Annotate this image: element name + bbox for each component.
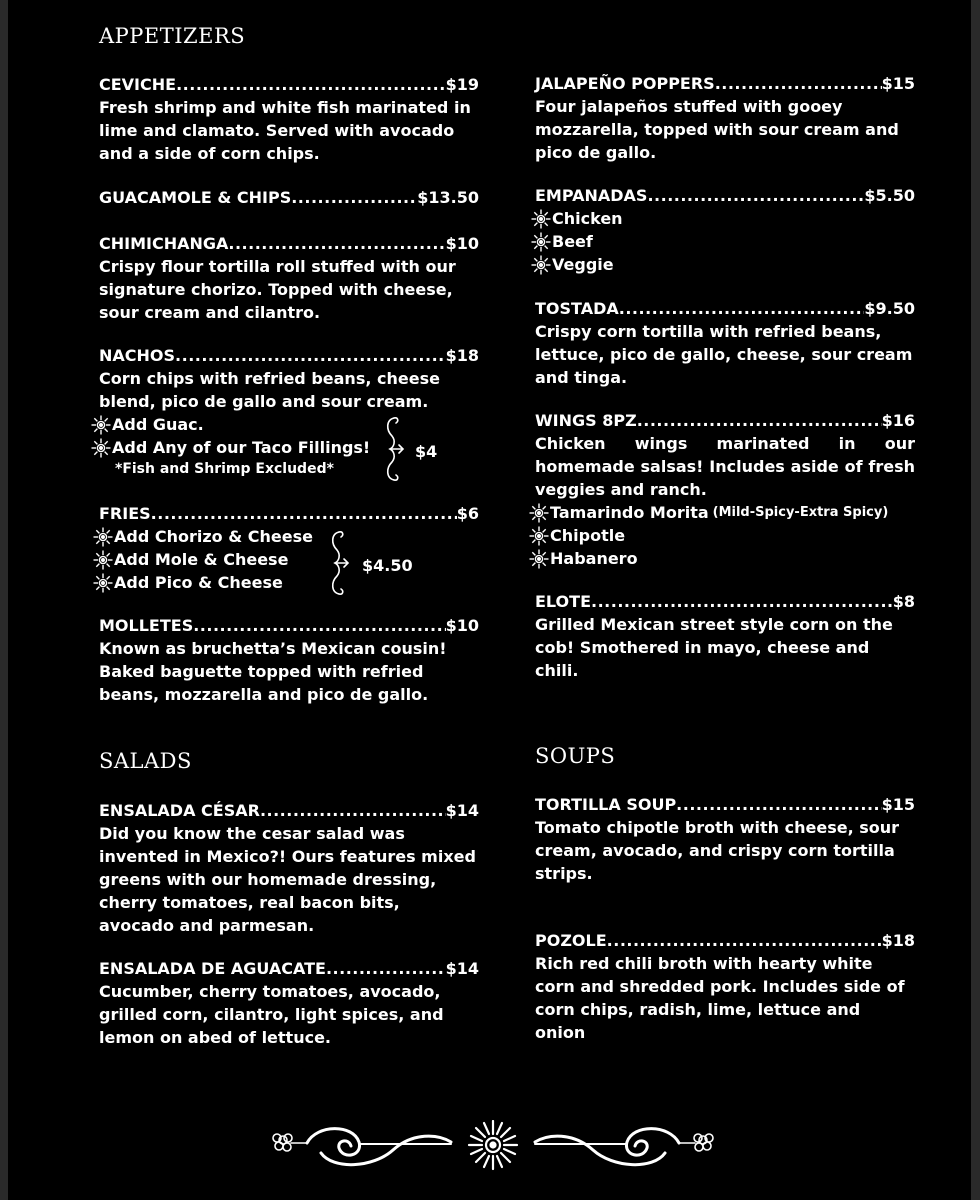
sun-icon: [93, 573, 113, 593]
item-name: CEVICHE: [99, 75, 177, 94]
section-title-salads: SALADS: [99, 749, 192, 773]
item-price: $19: [445, 75, 479, 94]
option-row: [531, 230, 915, 253]
item-price: $10: [445, 616, 479, 635]
item-price: $10: [445, 234, 479, 253]
dot-leader: [228, 232, 445, 255]
item-name: ELOTE: [535, 592, 591, 611]
item-name: FRIES: [99, 504, 151, 523]
item-price: $15: [881, 74, 915, 93]
sun-icon: [529, 526, 549, 546]
menu-item-pozole: [535, 929, 915, 1044]
spice-level-note: (Mild-Spicy-Extra Spicy): [712, 505, 889, 520]
item-name: WINGS 8PZ: [535, 411, 637, 430]
item-name: GUACAMOLE & CHIPS: [99, 188, 292, 207]
option-row: [529, 501, 915, 524]
sun-icon: [93, 527, 113, 547]
item-price: $14: [445, 959, 479, 978]
dot-leader: [175, 344, 446, 367]
option-label: Veggie: [552, 255, 614, 274]
dot-leader: [676, 793, 881, 816]
item-description: Tomato chipotle broth with cheese, sour cream, avocado, and crispy corn tortilla strips.: [535, 818, 900, 883]
section-title-soups: SOUPS: [535, 744, 616, 768]
menu-item-jalapeno-poppers: [535, 72, 915, 164]
option-row: [529, 547, 915, 570]
item-description: Grilled Mexican street style corn on the cob! Smothered in mayo, cheese and chili.: [535, 615, 893, 680]
section-title-appetizers: APPETIZERS: [99, 24, 246, 48]
item-name: POZOLE: [535, 931, 607, 950]
option-label: Chipotle: [550, 526, 626, 545]
item-name: ENSALADA CÉSAR: [99, 801, 260, 820]
option-row: [91, 413, 479, 436]
item-name: EMPANADAS: [535, 186, 648, 205]
item-price: $6: [456, 504, 479, 523]
item-name: TORTILLA SOUP: [535, 795, 677, 814]
sun-icon: [91, 415, 111, 435]
option-label: Tamarindo Morita: [550, 503, 709, 522]
sun-icon: [531, 255, 551, 275]
option-label: Add Mole & Cheese: [114, 550, 289, 569]
item-price: $15: [881, 795, 915, 814]
menu-item-ensalada-cesar: [99, 799, 479, 937]
menu-page: [8, 0, 971, 1200]
option-label: Add Guac.: [112, 415, 204, 434]
option-row: [93, 571, 479, 594]
item-description: Crispy corn tortilla with refried beans, lettuce, pico de gallo, cheese, sour cream and tinga.: [535, 322, 913, 387]
menu-item-nachos: [99, 344, 479, 479]
dot-leader: [607, 929, 882, 952]
option-row: [93, 548, 479, 571]
menu-item-ceviche: [99, 73, 479, 165]
curly-brace-icon: [325, 528, 365, 598]
sun-icon: [91, 438, 111, 458]
item-description: Known as bruchetta’s Mexican cousin! Baked baguette topped with refried beans, mozzarella and pico de gallo.: [99, 639, 447, 704]
option-row: [93, 525, 479, 548]
item-name: MOLLETES: [99, 616, 194, 635]
sun-icon: [93, 550, 113, 570]
sun-icon: [531, 209, 551, 229]
menu-item-ensalada-aguacate: [99, 957, 479, 1049]
option-label: Add Chorizo & Cheese: [114, 527, 313, 546]
item-price: $18: [445, 346, 479, 365]
item-price: $13.50: [417, 188, 479, 207]
item-name: JALAPEÑO POPPERS: [535, 74, 715, 93]
item-description: Crispy flour tortilla roll stuffed with our signature chorizo. Topped with cheese, sour cream and cilantro.: [99, 257, 456, 322]
option-label: Add Any of our Taco Fillings!: [112, 438, 371, 457]
dot-leader: [326, 957, 446, 980]
option-label: Habanero: [550, 549, 638, 568]
menu-item-wings: [535, 409, 915, 570]
item-description: Cucumber, cherry tomatoes, avocado, grilled corn, cilantro, light spices, and lemon on abed of lettuce.: [99, 982, 444, 1047]
exclusion-note: *Fish and Shrimp Excluded*: [115, 461, 334, 477]
sun-icon: [529, 549, 549, 569]
dot-leader: [176, 73, 446, 96]
sun-icon: [529, 503, 549, 523]
dot-leader: [260, 799, 446, 822]
item-description: Did you know the cesar salad was invented in Mexico?! Ours features mixed greens with our homemade dressing, cherry tomatoes, real bacon bits, avocado and parmesan.: [99, 824, 476, 935]
option-label: Chicken: [552, 209, 623, 228]
item-description: Chicken wings marinated in our homemade salsas! Includes aside of fresh veggies and ranch.: [535, 434, 915, 499]
menu-item-guacamole: [99, 186, 479, 209]
menu-item-empanadas: [535, 184, 915, 276]
item-price: $16: [881, 411, 915, 430]
dot-leader: [291, 186, 417, 209]
item-name: TOSTADA: [535, 299, 619, 318]
item-price: $5.50: [864, 186, 915, 205]
item-name: NACHOS: [99, 346, 176, 365]
menu-item-elote: [535, 590, 915, 682]
option-row: [531, 207, 915, 230]
dot-leader: [647, 184, 864, 207]
menu-item-chimichanga: [99, 232, 479, 324]
dot-leader: [591, 590, 893, 613]
dot-leader: [637, 409, 882, 432]
option-label: Beef: [552, 232, 593, 251]
dot-leader: [151, 502, 457, 525]
item-price: $18: [881, 931, 915, 950]
item-price: $8: [892, 592, 915, 611]
item-price: $9.50: [864, 299, 915, 318]
addon-price: $4: [415, 442, 438, 461]
dot-leader: [715, 72, 882, 95]
menu-item-fries: [99, 502, 479, 594]
dot-leader: [193, 614, 445, 637]
item-name: CHIMICHANGA: [99, 234, 229, 253]
menu-item-tostada: [535, 297, 915, 389]
option-row: [531, 253, 915, 276]
menu-item-tortilla-soup: [535, 793, 915, 885]
item-description: Rich red chili broth with hearty white corn and shredded pork. Includes side of corn chips, radish, lime, lettuce and onion: [535, 954, 905, 1042]
item-description: Four jalapeños stuffed with gooey mozzarella, topped with sour cream and pico de gallo.: [535, 97, 899, 162]
addon-price: $4.50: [362, 556, 413, 575]
item-description: Fresh shrimp and white fish marinated in lime and clamato. Served with avocado and a side of corn chips.: [99, 98, 471, 163]
menu-item-molletes: [99, 614, 479, 706]
dot-leader: [619, 297, 865, 320]
curly-brace-icon: [380, 414, 420, 484]
item-description: Corn chips with refried beans, cheese blend, pico de gallo and sour cream.: [99, 369, 440, 411]
sun-icon: [531, 232, 551, 252]
option-row: [529, 524, 915, 547]
option-label: Add Pico & Cheese: [114, 573, 283, 592]
ornament-divider-icon: [263, 1120, 723, 1180]
item-price: $14: [445, 801, 479, 820]
item-name: ENSALADA DE AGUACATE: [99, 959, 326, 978]
